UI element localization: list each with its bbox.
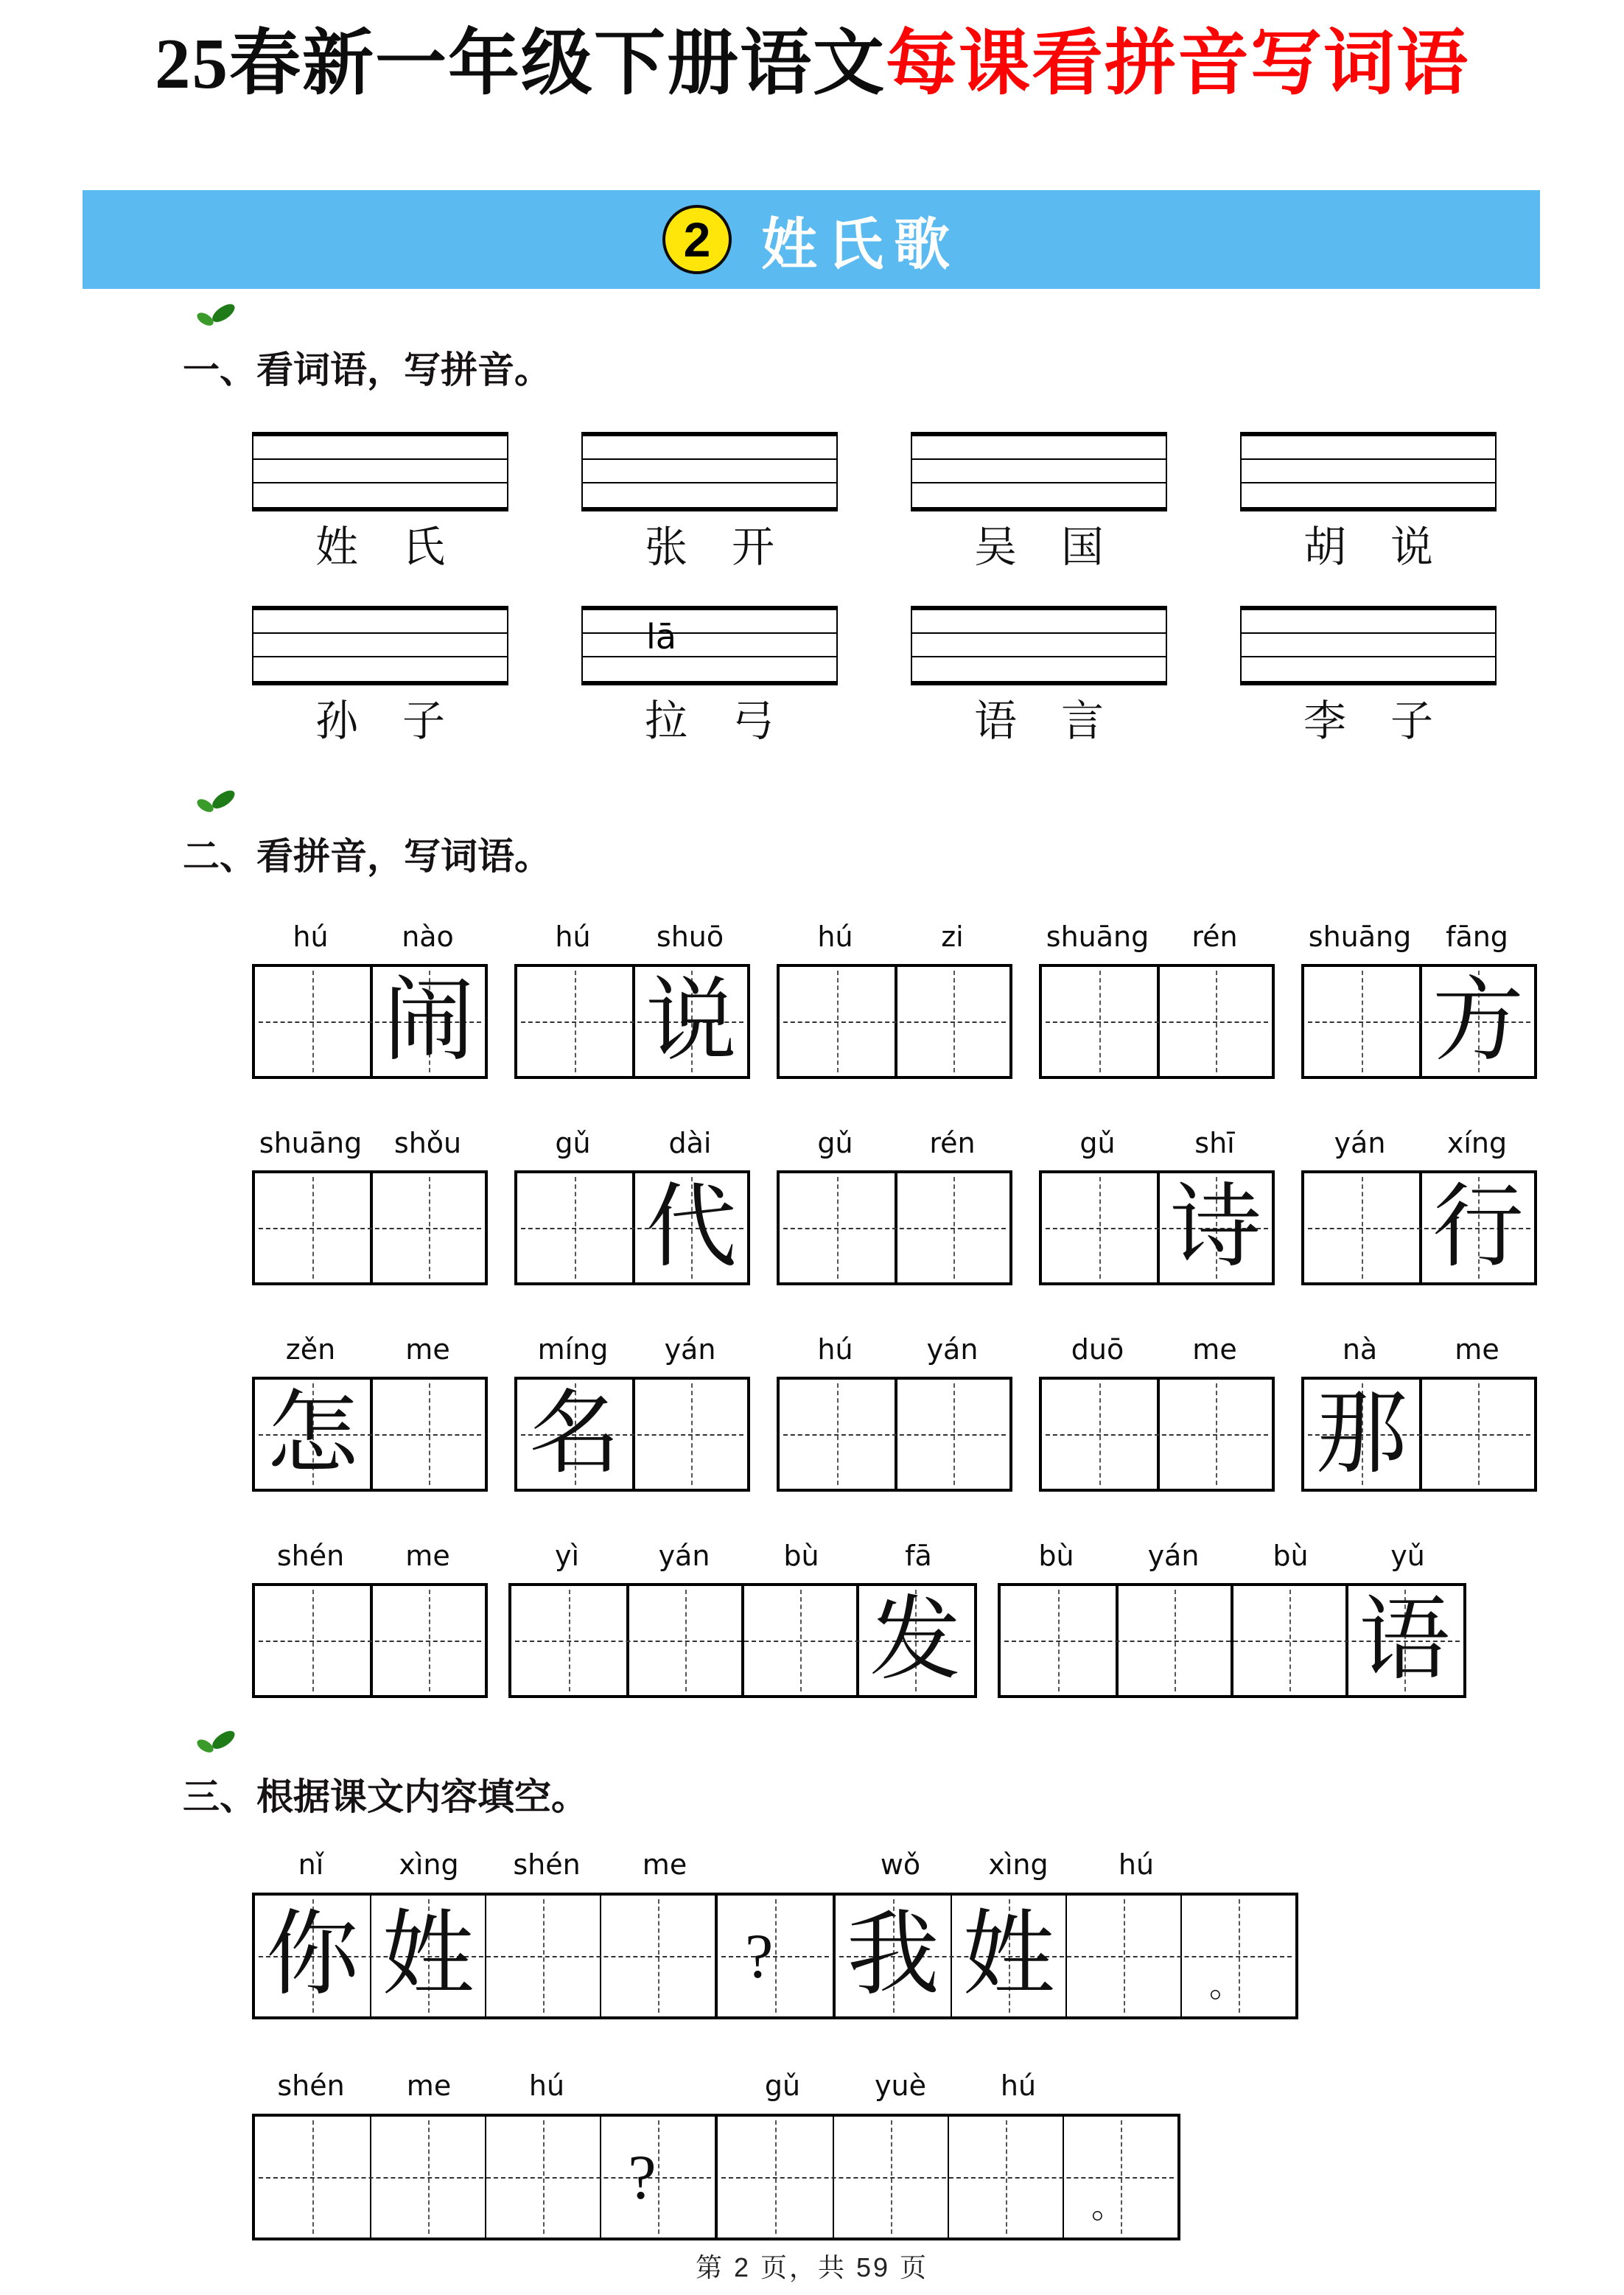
pinyin-word-box [777,1331,1012,1492]
staff-line [912,436,1166,460]
answer-char: 那 [1315,1383,1408,1484]
word-label [973,523,1105,571]
pinyin-word-box [252,1331,488,1492]
answer-char: 说 [645,971,738,1072]
write-grid [1301,1377,1537,1492]
write-grid [514,1170,750,1285]
cell-group [252,1893,718,2019]
staff-line [912,634,1166,657]
staff-line [1242,657,1495,681]
pinyin-syllable: wǒ [880,1848,921,1881]
section3-heading-text: 三、根据课文内容填空。 [183,1776,588,1817]
grid-midline [721,1956,829,1957]
word-char: 言 [1061,697,1105,745]
pinyin-syllable: me [405,1540,450,1572]
cell-group [833,1893,1298,2019]
char-cell [1304,1380,1419,1489]
pinyin-labels [252,2065,1195,2106]
pinyin-write-box[interactable] [911,432,1167,511]
pinyin-word-box [514,1125,750,1285]
pinyin-syllable [606,2065,724,2106]
pinyin-syllable: hú [817,921,853,953]
pinyin-syllable: shén [276,1540,345,1572]
word-char: 孙 [315,697,358,745]
pinyin-syllable: shī [1194,1127,1235,1159]
word-char: 开 [732,523,775,571]
word-label [315,523,446,571]
char-cell [370,967,485,1076]
lesson-banner [83,190,1540,289]
pinyin-syllable: xíng [1446,1127,1508,1159]
answer-char: 行 [1432,1177,1525,1278]
answer-char: 闹 [382,971,475,1072]
pinyin-labels [252,918,488,955]
grid-midline [721,2177,1174,2179]
word-pinyin-item [252,432,508,569]
answer-char: 姓 [382,1904,475,2007]
pinyin-word-box [998,1537,1466,1698]
pinyin-write-box[interactable] [1240,432,1497,511]
pinyin-labels [998,1537,1466,1574]
pinyin-syllable: shuō [656,921,724,953]
fill-strip [252,2114,1195,2240]
staff-line [1242,610,1495,634]
word-char: 氏 [402,523,446,571]
word-pinyin-item [581,432,838,569]
pinyin-syllable: me [406,2069,452,2102]
staff-line [583,460,836,483]
staff-line [583,436,836,460]
answer-char: 你 [266,1904,359,2007]
pinyin-word-box [514,1331,750,1492]
pinyin-syllable: dài [668,1127,712,1159]
period-mark: 。 [1091,2187,1125,2225]
word-char: 胡 [1303,523,1346,571]
period-mark: 。 [1208,1966,1243,2004]
staff-line [912,483,1166,507]
pinyin-labels [1039,918,1275,955]
pinyin-labels [777,1331,1012,1368]
pinyin-word-row [252,918,1537,1079]
staff-line [912,460,1166,483]
word-char: 张 [644,523,687,571]
pinyin-syllable: me [642,1848,687,1881]
write-grid [252,1583,488,1698]
section1-heading-text: 一、看词语，写拼音。 [183,349,551,391]
sprout-icon [193,1728,239,1761]
lesson-number-badge [662,205,732,274]
pinyin-syllable: shuāng [1046,921,1149,953]
staff-line [1242,634,1495,657]
write-grid [514,1377,750,1492]
pinyin-labels [252,1537,488,1574]
section1-heading [183,340,551,394]
pinyin-syllable: rén [929,1127,976,1159]
pinyin-syllable: bù [783,1540,819,1572]
staff-line [253,610,507,634]
word-char: 子 [402,697,446,745]
pinyin-write-box[interactable] [911,606,1167,685]
staff-line [1242,460,1495,483]
pinyin-word-box [252,1537,488,1698]
pinyin-syllable: gǔ [764,2069,801,2102]
pinyin-syllable: me [405,1333,450,1366]
word-label [315,697,446,745]
word-char: 吴 [973,523,1017,571]
answer-char: 方 [1432,971,1525,1072]
answer-char: 发 [869,1590,962,1691]
pinyin-labels [514,1125,750,1162]
staff-line [912,610,1166,634]
pinyin-labels [252,1844,1313,1885]
grid-midline [783,1434,1006,1436]
fill-blank-line [252,1844,1313,2019]
pinyin-syllable: me [1192,1333,1237,1366]
pinyin-labels [1039,1125,1275,1162]
cell-group [252,2114,718,2240]
staff-line [1242,436,1495,460]
pinyin-word-row [252,1125,1537,1285]
pinyin-labels [1039,1331,1275,1368]
pinyin-syllable [1195,1844,1313,1885]
char-cell [255,1896,370,2016]
pinyin-syllable: duō [1071,1333,1124,1366]
pinyin-word-box [777,1125,1012,1285]
page-title [0,25,1624,104]
pinyin-syllable: yǔ [1390,1540,1425,1572]
write-grid [777,1170,1012,1285]
pinyin-syllable: míng [537,1333,609,1366]
grid-midline [783,1021,1006,1023]
staff-line [912,657,1166,681]
section2-heading [183,827,551,880]
word-pinyin-item [581,606,838,743]
write-grid [777,964,1012,1079]
pinyin-syllable: hú [1118,1848,1155,1881]
pinyin-word-box [1039,1331,1275,1492]
section3-heading [183,1767,588,1820]
pinyin-syllable: nà [1342,1333,1378,1366]
word-pinyin-item [252,606,508,743]
page-title-black: 25春新一年级下册语文 [155,24,886,103]
staff-line [583,610,836,634]
pinyin-syllable: shuāng [1308,921,1412,953]
pinyin-word-row [252,1537,1537,1698]
pinyin-syllable: hú [817,1333,853,1366]
pinyin-syllable: yán [926,1333,979,1366]
pinyin-write-box[interactable] [252,606,508,685]
pinyin-word-box [777,918,1012,1079]
fill-blank-line [252,2065,1195,2240]
pinyin-write-box[interactable] [1240,606,1497,685]
pinyin-syllable: xìng [399,1848,459,1881]
word-pinyin-item [1240,432,1497,569]
pinyin-word-box [1039,918,1275,1079]
pinyin-word-box [252,1125,488,1285]
char-cell [951,1896,1065,2016]
char-cell [1419,1173,1534,1282]
word-label [1303,523,1434,571]
char-cell [255,1380,370,1489]
pinyin-syllable: gǔ [817,1127,853,1159]
pinyin-syllable: hú [1000,2069,1037,2102]
pinyin-syllable [1077,2065,1195,2106]
char-cell [1419,967,1534,1076]
pinyin-syllable: gǔ [555,1127,591,1159]
word-pinyin-item [1240,606,1497,743]
pinyin-labels [514,1331,750,1368]
staff-line [1242,483,1495,507]
write-grid [1301,1170,1537,1285]
staff-line [253,483,507,507]
answer-char: 名 [528,1383,621,1484]
pinyin-syllable: bù [1273,1540,1309,1572]
pinyin-syllable: nǐ [298,1848,324,1881]
pinyin-syllable: zi [941,921,964,953]
cell-group [715,1893,836,2019]
write-grid [1039,1170,1275,1285]
word-char: 姓 [315,523,358,571]
staff-line [253,436,507,460]
char-cell [517,1380,632,1489]
pinyin-word-box [1039,1125,1275,1285]
char-cell [856,1586,971,1695]
pinyin-syllable: hú [528,2069,565,2102]
word-char: 说 [1390,523,1434,571]
pinyin-syllable: shén [513,1848,581,1881]
word-label [1303,697,1434,745]
grid-midline [783,1228,1006,1229]
pinyin-syllable: bù [1038,1540,1074,1572]
word-char: 子 [1390,697,1434,745]
write-grid [252,1170,488,1285]
pinyin-word-box [1301,1331,1537,1492]
prefilled-pinyin: lā [646,617,676,657]
staff-line [583,657,836,681]
pinyin-syllable: fā [905,1540,932,1572]
pinyin-syllable: gǔ [1079,1127,1116,1159]
pinyin-labels [514,918,750,955]
pinyin-syllable [724,1844,841,1885]
section2-heading-text: 二、看拼音，写词语。 [183,836,551,877]
word-label [644,523,775,571]
sprout-icon [193,787,239,821]
write-grid [514,964,750,1079]
pinyin-word-box [1301,1125,1537,1285]
write-grid [1301,964,1537,1079]
char-cell [632,1173,747,1282]
staff-line [583,483,836,507]
grid-midline [1046,1021,1268,1023]
question-mark: ? [628,2142,657,2212]
sprout-icon [193,301,239,335]
fill-strip [252,1893,1313,2019]
pinyin-word-box [508,1537,977,1698]
lesson-number: 2 [683,212,711,267]
write-grid [508,1583,977,1698]
pinyin-syllable: yán [658,1540,710,1572]
pinyin-labels [1301,1125,1537,1162]
pinyin-write-box [581,606,838,685]
pinyin-syllable: me [1455,1333,1499,1366]
pinyin-syllable: fāng [1446,921,1508,953]
pinyin-labels [508,1537,977,1574]
word-pinyin-item [911,606,1167,743]
pinyin-syllable: nào [402,921,454,953]
write-grid [1039,964,1275,1079]
word-pinyin-item [911,432,1167,569]
pinyin-syllable: rén [1191,921,1238,953]
pinyin-labels [1301,918,1537,955]
pinyin-syllable: shǒu [393,1127,462,1159]
write-grid [1039,1377,1275,1492]
lesson-title: 姓氏歌 [761,213,960,276]
char-cell [370,1896,485,2016]
pinyin-syllable: yán [664,1333,716,1366]
grid-midline [259,1641,481,1642]
pinyin-syllable: xìng [988,1848,1049,1881]
pinyin-syllable: zěn [285,1333,336,1366]
cell-group [715,2114,1180,2240]
word-char: 拉 [644,697,687,745]
staff-line [253,460,507,483]
word-char: 国 [1061,523,1105,571]
pinyin-word-box [514,918,750,1079]
pinyin-word-row [252,1331,1537,1492]
pinyin-syllable: yán [1334,1127,1386,1159]
answer-char: 我 [847,1904,939,2007]
pinyin-labels [1301,1331,1537,1368]
pinyin-write-box[interactable] [581,432,838,511]
pinyin-labels [252,1331,488,1368]
pinyin-labels [777,1125,1012,1162]
pinyin-syllable: yì [554,1540,580,1572]
word-char: 语 [973,697,1017,745]
staff-line [253,634,507,657]
word-char: 弓 [732,697,775,745]
char-cell [836,1896,951,2016]
section1-grid [252,432,1497,743]
staff-line [583,634,836,657]
pinyin-syllable: yuè [875,2069,926,2102]
pinyin-syllable: yán [1147,1540,1200,1572]
write-grid [777,1377,1012,1492]
pinyin-write-box[interactable] [252,432,508,511]
answer-char: 诗 [1169,1177,1262,1278]
answer-char: 怎 [266,1383,359,1484]
question-mark: ? [745,1921,774,1991]
pinyin-syllable: hú [555,921,591,953]
word-label [973,697,1105,745]
pinyin-labels [777,918,1012,955]
answer-char: 姓 [962,1904,1055,2007]
staff-line [253,657,507,681]
answer-char: 代 [645,1177,738,1278]
char-cell [1345,1586,1460,1695]
pinyin-syllable: hú [293,921,329,953]
page-title-red: 每课看拼音写词语 [886,24,1469,103]
word-label [644,697,775,745]
char-cell [632,967,747,1076]
pinyin-syllable: shuāng [259,1127,363,1159]
section2-rows [252,918,1537,1744]
pinyin-word-box [1301,918,1537,1079]
answer-char: 语 [1358,1590,1451,1691]
write-grid [252,964,488,1079]
pinyin-syllable: shén [277,2069,345,2102]
word-char: 李 [1303,697,1346,745]
pinyin-labels [252,1125,488,1162]
page-footer: 第 2 页，共 59 页 [695,2252,929,2282]
pinyin-word-box [252,918,488,1079]
write-grid [998,1583,1466,1698]
grid-midline [1046,1434,1268,1436]
grid-midline [259,1228,481,1229]
write-grid [252,1377,488,1492]
char-cell [1157,1173,1272,1282]
